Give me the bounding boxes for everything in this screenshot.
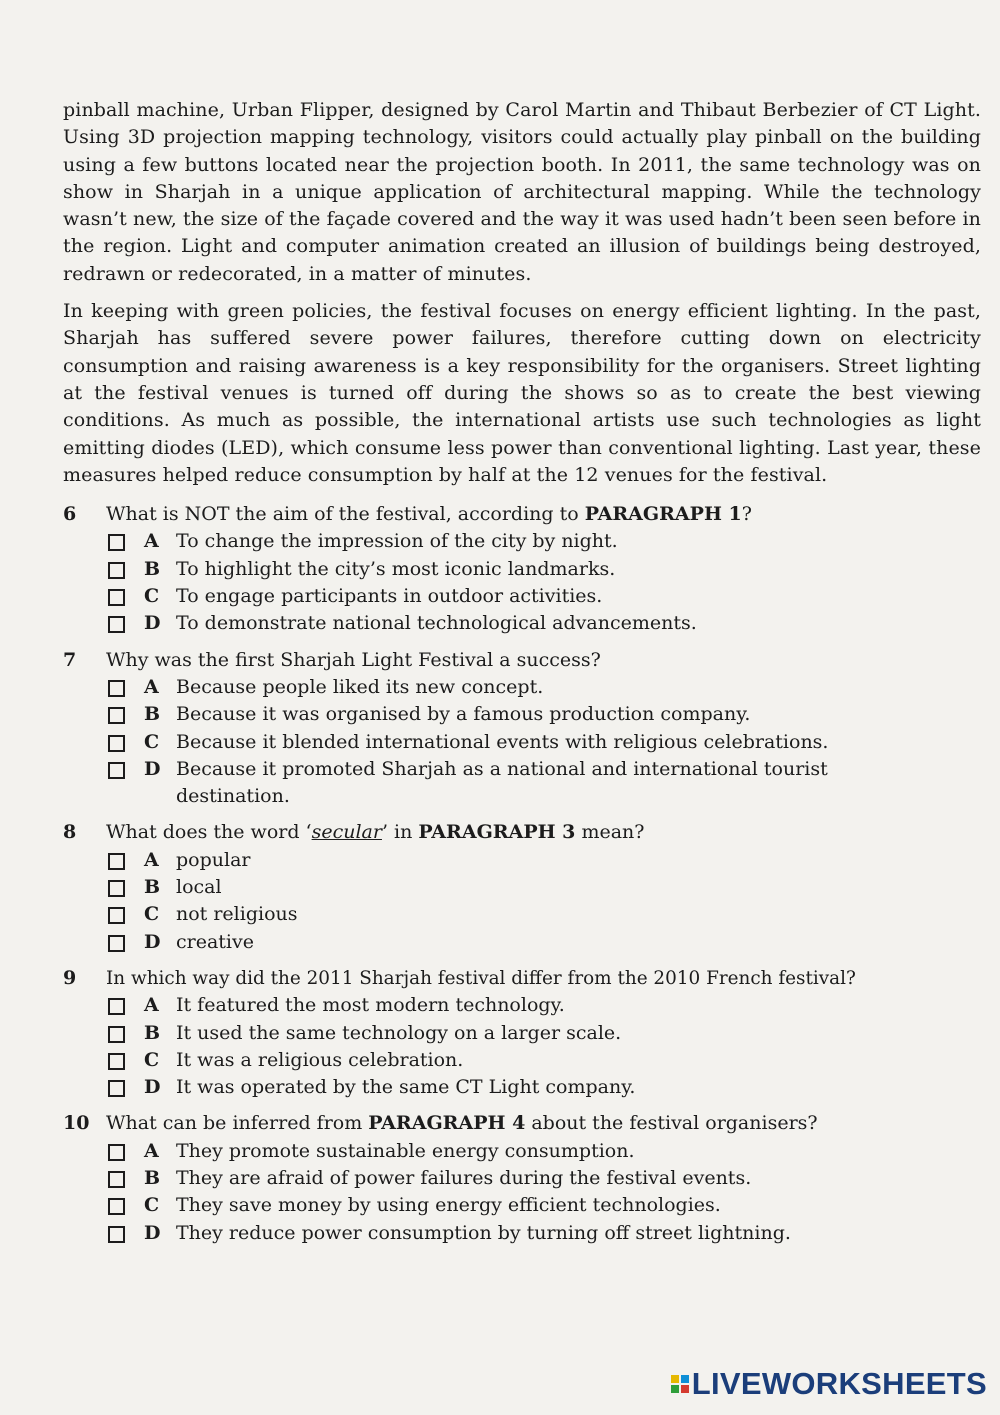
- option-text: It used the same technology on a larger scale.: [176, 1021, 622, 1044]
- option-text: To demonstrate national technological advancements.: [176, 612, 697, 635]
- question-number: 8: [63, 821, 77, 844]
- option-8-c[interactable]: [108, 901, 981, 928]
- option-letter: D: [144, 757, 161, 780]
- option-7-a[interactable]: [108, 674, 981, 701]
- option-letter: D: [144, 1076, 161, 1099]
- option-text: To highlight the city’s most iconic landmarks.: [176, 557, 616, 580]
- option-letter: B: [144, 557, 161, 580]
- liveworksheets-logo-icon: [671, 1375, 689, 1393]
- option-letter: C: [144, 1194, 160, 1217]
- answer-checkbox[interactable]: [108, 562, 125, 579]
- option-8-d[interactable]: [108, 929, 981, 956]
- answer-checkbox[interactable]: [108, 1080, 125, 1097]
- question-number: 6: [63, 503, 77, 526]
- option-text: popular: [176, 848, 251, 871]
- option-letter: B: [144, 1166, 161, 1189]
- option-letter: C: [144, 585, 160, 608]
- answer-checkbox[interactable]: [108, 880, 125, 897]
- option-text: They are afraid of power failures during the festival events.: [176, 1166, 752, 1189]
- option-text: It featured the most modern technology.: [176, 994, 565, 1017]
- option-letter: D: [144, 612, 161, 635]
- option-letter: B: [144, 703, 161, 726]
- option-text: Because it was organised by a famous production company.: [176, 703, 751, 726]
- answer-checkbox[interactable]: [108, 1144, 125, 1161]
- option-letter: A: [144, 1139, 159, 1162]
- option-letter: B: [144, 1021, 161, 1044]
- question-text: In which way did the 2011 Sharjah festival differ from the 2010 French festival?: [106, 967, 856, 989]
- option-text: It was a religious celebration.: [176, 1048, 464, 1071]
- answer-checkbox[interactable]: [108, 1053, 125, 1070]
- answer-checkbox[interactable]: [108, 589, 125, 606]
- question-8: [63, 819, 981, 955]
- option-letter: A: [144, 530, 159, 553]
- question-list: [63, 501, 981, 1247]
- answer-checkbox[interactable]: [108, 1171, 125, 1188]
- question-text: What does the word ‘secular’ in PARAGRAPH 3 mean?: [106, 821, 645, 844]
- option-text: local: [176, 876, 222, 899]
- option-10-a[interactable]: [108, 1138, 981, 1165]
- option-text: To engage participants in outdoor activities.: [176, 585, 603, 608]
- answer-checkbox[interactable]: [108, 998, 125, 1015]
- answer-checkbox[interactable]: [108, 853, 125, 870]
- option-9-a[interactable]: [108, 992, 981, 1019]
- option-letter: C: [144, 730, 160, 753]
- option-10-b[interactable]: [108, 1165, 981, 1192]
- option-letter: D: [144, 930, 161, 953]
- question-text: Why was the first Sharjah Light Festival a success?: [106, 648, 601, 671]
- question-number: 9: [63, 966, 77, 989]
- option-6-b[interactable]: [108, 556, 981, 583]
- option-9-d[interactable]: [108, 1074, 981, 1101]
- reading-passage: [63, 97, 981, 489]
- option-8-b[interactable]: [108, 874, 981, 901]
- option-6-a[interactable]: [108, 528, 981, 555]
- option-text: creative: [176, 930, 254, 953]
- passage-paragraph: In keeping with green policies, the festival focuses on energy efficient lighting. In the past, Sharjah has suffered severe power failures, therefore cutting down on electricity consumption and raising awareness is a key responsibility for the organisers. Street lighting at the festival venues is turned off during the shows so as to create the best viewing conditions. As much as possible, the international artists use such technologies as light emitting diodes (LED), which consume less power than conventional lighting. Last year, these measures helped reduce consumption by half at the 12 venues for the festival.: [63, 300, 981, 486]
- option-letter: B: [144, 876, 161, 899]
- option-text: They save money by using energy efficient technologies.: [176, 1194, 721, 1217]
- question-7: [63, 647, 981, 811]
- option-7-c[interactable]: [108, 729, 981, 756]
- option-letter: A: [144, 994, 159, 1017]
- worksheet-page: [63, 97, 981, 1256]
- option-letter: C: [144, 1048, 160, 1071]
- answer-checkbox[interactable]: [108, 1026, 125, 1043]
- answer-checkbox[interactable]: [108, 1198, 125, 1215]
- option-6-d[interactable]: [108, 610, 981, 637]
- answer-checkbox[interactable]: [108, 1226, 125, 1243]
- option-10-c[interactable]: [108, 1192, 981, 1219]
- answer-checkbox[interactable]: [108, 935, 125, 952]
- option-7-d[interactable]: [108, 756, 981, 811]
- option-9-b[interactable]: [108, 1020, 981, 1047]
- question-6: [63, 501, 981, 637]
- passage-paragraph: pinball machine, Urban Flipper, designed by Carol Martin and Thibaut Berbezier of CT Light. Using 3D projection mapping technology, visitors could actually play pinball on the building using a few buttons located near the projection booth. In 2011, the same technology was on show in Sharjah in a unique application of architectural mapping. While the technology wasn’t new, the size of the façade covered and the way it was used hadn’t been seen before in the region. Light and computer animation created an illusion of buildings being destroyed, redrawn or redecorated, in a matter of minutes.: [63, 99, 981, 285]
- answer-checkbox[interactable]: [108, 680, 125, 697]
- answer-checkbox[interactable]: [108, 762, 125, 779]
- option-10-d[interactable]: [108, 1220, 981, 1247]
- option-text: They promote sustainable energy consumption.: [176, 1139, 635, 1162]
- question-10: [63, 1110, 981, 1246]
- option-letter: D: [144, 1221, 161, 1244]
- answer-checkbox[interactable]: [108, 534, 125, 551]
- question-text: What is NOT the aim of the festival, according to PARAGRAPH 1?: [106, 503, 752, 526]
- question-text: What can be inferred from PARAGRAPH 4 about the festival organisers?: [106, 1112, 818, 1135]
- answer-checkbox[interactable]: [108, 907, 125, 924]
- option-6-c[interactable]: [108, 583, 981, 610]
- option-9-c[interactable]: [108, 1047, 981, 1074]
- answer-checkbox[interactable]: [108, 707, 125, 724]
- option-text: To change the impression of the city by night.: [176, 530, 618, 553]
- answer-checkbox[interactable]: [108, 616, 125, 633]
- option-8-a[interactable]: [108, 847, 981, 874]
- question-9: [63, 965, 981, 1101]
- brand-name: LIVEWORKSHEETS: [691, 1366, 987, 1401]
- option-text: not religious: [176, 903, 298, 926]
- question-number: 10: [63, 1112, 90, 1135]
- underlined-word: secular: [311, 821, 382, 844]
- option-text: Because it promoted Sharjah as a national and international tourist destination.: [176, 757, 828, 808]
- option-letter: C: [144, 903, 160, 926]
- question-number: 7: [63, 648, 77, 671]
- option-letter: A: [144, 848, 159, 871]
- option-text: Because people liked its new concept.: [176, 675, 544, 698]
- option-text: They reduce power consumption by turning off street lightning.: [176, 1221, 791, 1244]
- answer-checkbox[interactable]: [108, 735, 125, 752]
- option-text: Because it blended international events with religious celebrations.: [176, 730, 829, 753]
- liveworksheets-footer[interactable]: [671, 1366, 987, 1402]
- option-text: It was operated by the same CT Light company.: [176, 1076, 636, 1099]
- option-7-b[interactable]: [108, 701, 981, 728]
- option-letter: A: [144, 675, 159, 698]
